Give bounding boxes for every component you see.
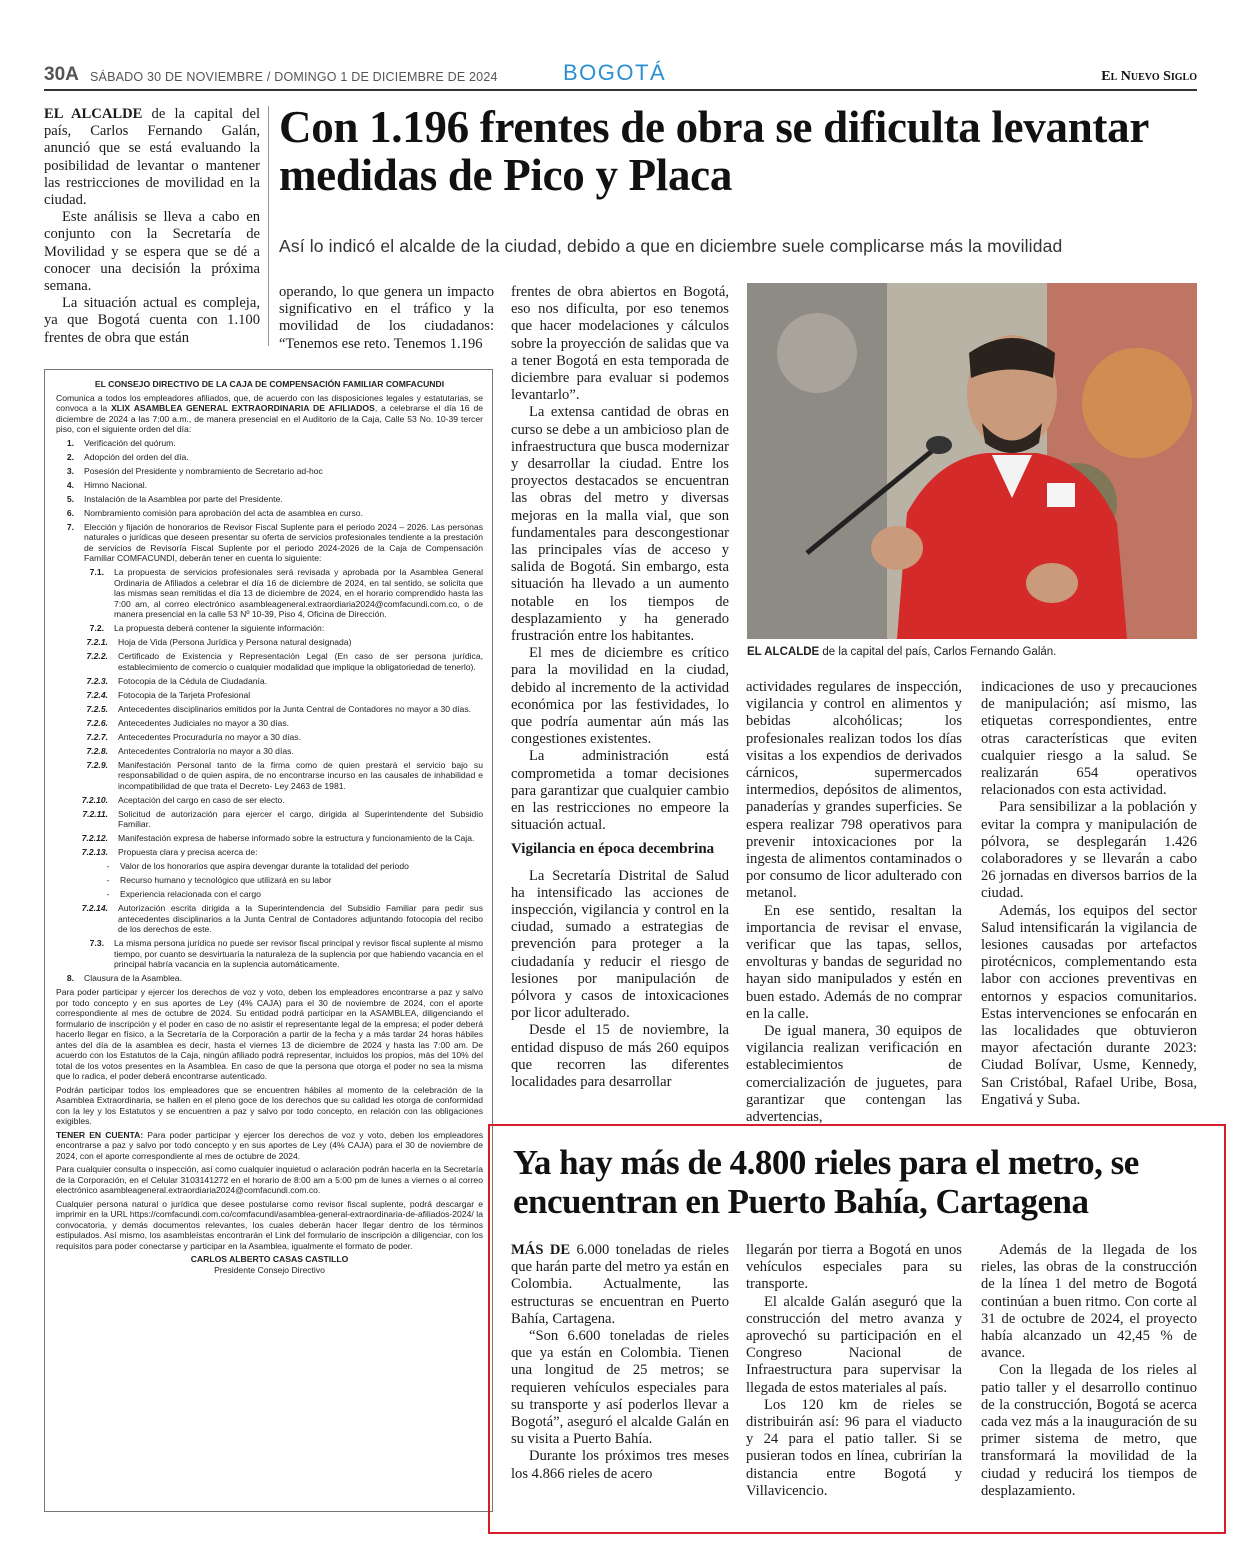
col3-paragraph-1: frentes de obra abiertos en Bogotá, eso nos dificulta, por eso tenemos que hacer modelaciones y cálculos sobre la proyección de salidas que va a tener Bogotá en esta temporada de diciembre para evaluar si podemos levantarlo”. [511,284,729,404]
col3-paragraph-2: La extensa cantidad de obras en curso se debe a un ambicioso plan de infraestructura que busca modernizar y desarrollar la ciudad. Entre los proyectos destacados se encuentran las obras del metro y diversas mejoras en la malla vial, que son fundamentales para descongestionar las principales vías de acceso y salida de Bogotá. Sin embargo, esta situación ha llevado a un aumento notable en los tiempos de desplazamiento y ha generado frustración entre los habitantes. [511,404,729,645]
agenda-subitem: 7.2. La propuesta deberá contener la siguiente información: [89,623,325,633]
article-subtitle: Así lo indicó el alcalde de la ciudad, debido a que en diciembre suele complicarse más la movilidad [279,236,1063,256]
agenda-item: 5. Instalación de la Asamblea por parte del Presidente. [66,493,283,504]
notice-signature: CARLOS ALBERTO CASAS CASTILLO Presidente Consejo Directivo [190,1254,349,1275]
header-rule [44,89,1197,91]
agenda-item: 3. Posesión del Presidente y nombramiento de Secretario ad-hoc [66,465,323,476]
intro-paragraph-3: La situación actual es compleja, ya que Bogotá cuenta con 1.100 frentes de obra que están [44,295,260,346]
notice-paragraph-4: Para cualquier consulta o inspección, así como cualquier inquietud o aclaración podrán hacerla en la Secretaría de la Corporación, en el Celular 3103141272 en el horario de 8:00 am a 5:00 pm de lunes a viernes o al correo electrónico asambleageneral.extraordiaria2024@comfacundi.com.co. [56,1164,483,1195]
col5-paragraph-3: Además, los equipos del sector Salud intensificarán la vigilancia de lesiones causadas por artefactos pirotécnicos, complementando esta labor con acciones preventivas en entornos y espacios comunitarios. Estas intervenciones se enfocarán en las localidades que obtuvieron mayor afectación durante 2023: Ciudad Bolívar, Usme, Kennedy, San Cristóbal, Rafael Uribe, Bosa, Engativá y Suba. [981,902,1197,1108]
agenda-subitem: 7.2.4. Fotocopia de la Tarjeta Profesional [86,689,251,700]
article-headline: Con 1.196 frentes de obra se dificulta levantar medidas de Pico y Placa [279,102,1149,200]
photo-caption: EL ALCALDE de la capital del país, Carlos Fernando Galán. [747,646,1057,658]
metro-paragraph-5: El alcalde Galán aseguró que la construcción del metro avanza y aprovechó su participación en el Congreso Nacional de Infraestructura para supervisar la llegada de estos materiales al país. [746,1293,962,1396]
agenda-subitem: 7.2.7. Antecedentes Procuraduría no mayor a 30 días. [86,731,301,742]
agenda-subitem: 7.2.8. Antecedentes Contraloría no mayor a 30 días. [86,745,294,756]
col3-paragraph-6: Desde el 15 de noviembre, la entidad dispuso de más 260 equipos que recorren las diferentes localidades para desarrollar [511,1022,729,1090]
col4-paragraph-2: En ese sentido, resaltan la importancia de revisar el envase, verificar que las tapas, sellos, envolturas y bandas de seguridad no hayan sido manipulados y estén en buen estado. Además de no comprar en la calle. [746,902,962,1022]
col5-paragraph-1: indicaciones de uso y precauciones de manipulación; así mismo, las etiquetas correspondientes, entre otras características que eviten cualquier riesgo a la salud. Se realizarán 654 operativos relacionados con esta actividad. [981,679,1197,799]
mayor-photo-illustration [747,283,1197,639]
agenda-subitem: 7.2.9. Manifestación Personal tanto de la firma como de quien prestará el servicio bajo su responsabilidad o de quien aspira, de no encontrarse incurso en las causales de inhabilidad e incompatibilidad de que trata el Decreto- Ley 2463 de 1981. [86,759,483,791]
lead-in: EL ALCALDE [44,106,143,122]
col3-paragraph-3: El mes de diciembre es crítico para la movilidad en la ciudad, debido al incremento de la actividad económica por las festividades, lo que podría aumentar aún más las congestiones existentes. [511,645,729,748]
column-divider [268,106,269,346]
metro-column-2 [746,1242,962,1500]
legal-notice-box [44,369,493,1512]
notice-intro: Comunica a todos los empleadores afiliados, que, de acuerdo con las disposiciones legales y estatutarias, se convoca a la XLIX ASAMBLEA GENERAL EXTRAORDINARIA DE AFILIADOS, a celebrarse el día 16 de diciembre de 2024 a las 7:00 a.m., de manera presencial en el Auditorio de la Caja, Calle 53 No. 10-39 tercer piso, con el siguiente orden del día: [56,392,484,434]
col5-paragraph-2: Para sensibilizar a la población y evitar la compra y manipulación de pólvora, se desplegarán 1.426 colaboradores y se llevarán a cabo 26 jornadas en diversos barrios de la ciudad. [981,799,1197,902]
agenda-subitem: 7.2.12. Manifestación expresa de haberse informado sobre la estructura y funcionamiento de la Caja. [81,833,475,843]
col4-paragraph-3: De igual manera, 30 equipos de vigilancia realizan verificación en establecimientos de comercialización de juguetes, para garantizar que contengan las advertencias, [746,1023,962,1126]
notice-paragraph-2: Podrán participar todos los empleadores que se encuentren hábiles al momento de la celebración de la Asamblea Extraordinaria, se hallen en el pleno goce de los derechos que su calidad les otorga de conformidad con la ley y los Estatutos y se encuentren a paz y salvo por todo concepto, en relación con las obligaciones exigibles. [56,1084,483,1126]
agenda-item: 6. Nombramiento comisión para aprobación del acta de asamblea en curso. [66,507,363,518]
article-column-5 [981,679,1197,1109]
agenda-item: 7. Elección y fijación de honorarios de Revisor Fiscal Suplente para el periodo 2024 – 2026. Las personas naturales o jurídicas que deseen presentar su oferta de servicios profesionales tendiente a la prestación de servicios de Revisoría Fiscal Suplente por el periodo 2024-2026 de la Caja de Compensación Familiar COMFACUNDI, deberán tener en cuenta lo siguiente: [66,521,483,563]
proposal-dash-list [56,861,483,900]
notice-title: EL CONSEJO DIRECTIVO DE LA CAJA DE COMPENSACIÓN FAMILIAR COMFACUNDI [94,379,445,389]
col3-paragraph-4: La administración está comprometida a tomar decisiones para garantizar que cualquier cambio en las restricciones no empeore la situación actual. [511,748,729,834]
agenda-subitem: 7.1. La propuesta de servicios profesionales será revisada y aprobada por la Asamblea General Ordinaria de Afiliados a celebrar el día 16 de diciembre de 2024, en tal sentido, se solicita que las mismas sean remitidas el día 13 de diciembre de 2024, en el horario comprendido hasta las 7:00 am, al correo electrónico asambleageneral.extraordiaria2024@comfacundi.com.co, o de manera presencial en la calle 53 Nº 10-39, Piso 4, Oficina de Dirección. [89,567,483,619]
agenda-sublist-2 [56,903,483,970]
intro-text-1: de la capital del país, Carlos Fernando Galán, anunció que se está evaluando la posibilidad de levantar o mantener las restricciones de movilidad en la ciudad. [44,106,260,209]
notice-paragraph-5: Cualquier persona natural o jurídica que desee postularse como revisor fiscal suplente, podrá descargar e imprimir en la URL https://comfacundi.com.co/comfacundi/asamblea-general-extraordinaria-de-afiliados-2024/ la convocatoria, y demás documentos relevantes, los cuales deberán hacer llegar dentro de los términos estipulados. Así mismo, los asambleístas encontrarán el Link del formulario de inscripción a diligenciar, con los requisitos para poder conectarse y participar en la Asamblea, igualmente el formato de poder. [56,1198,483,1251]
metro-paragraph-8: Con la llegada de los rieles al patio taller y el desarrollo continuo de la construcción, Bogotá se acerca cada vez más a la inauguración de su primer sistema de metro, que transformará la movilidad de la ciudad y reducirá los tiempos de desplazamiento. [981,1362,1197,1499]
metro-paragraph-3: Durante los próximos tres meses los 4.866 rieles de acero [511,1448,729,1482]
proposal-dash-item: - Experiencia relacionada con el cargo [106,889,261,899]
intro-column [44,106,260,347]
article-column-4 [746,679,962,1126]
agenda-subitem: 7.2.3. Fotocopia de la Cédula de Ciudadanía. [86,675,268,686]
metro-paragraph-7: Además de la llegada de los rieles, las obras de la construcción de la línea 1 del metro de Bogotá continúan a buen ritmo. Con corte al 31 de octubre de 2024, el proyecto había alcanzado un 42,45 % de avance. [981,1242,1197,1362]
section-subheading: Vigilancia en época decembrina [511,840,715,857]
metro-paragraph-4: llegarán por tierra a Bogotá en unos vehículos especiales para su transporte. [746,1242,962,1293]
page-number: 30A [44,64,79,85]
agenda-item: 2. Adopción del orden del día. [66,451,189,462]
agenda-subitem: 7.2.5. Antecedentes disciplinarios emitidos por la Junta Central de Contadores no mayor a 30 días. [86,703,472,714]
metro-paragraph-6: Los 120 km de rieles se distribuirán así: 96 para el viaducto y 24 para el patio taller. Si se pusieran todos en línea, cubrirían la distancia entre Bogotá y Villavicencio. [746,1396,962,1499]
proposal-dash-item: - Valor de los honorarios que aspira devengar durante la totalidad del periodo [106,861,409,871]
agenda-subitem: 7.2.11. Solicitud de autorización para ejercer el cargo, dirigida al Superintendente del Subsidio Familiar. [82,808,483,829]
article-column-2 [279,284,494,353]
metro-paragraph-2: “Son 6.600 toneladas de rieles que ya están en Colombia. Tienen una longitud de 25 metros; se requieren vehículos especiales para su transporte y así poderlos llevar a Bogotá”, aseguró el alcalde Galán en su visita a Puerto Bahía. [511,1328,729,1448]
metro-column-3 [981,1242,1197,1500]
col2-paragraph-1: operando, lo que genera un impacto significativo en el tráfico y la movilidad de los ciudadanos: “Tenemos ese reto. Tenemos 1.196 [279,284,494,352]
agenda-item: 1. Verificación del quórum. [66,437,176,448]
issue-date: SÁBADO 30 DE NOVIEMBRE / DOMINGO 1 DE DICIEMBRE DE 2024 [90,70,498,84]
metro-paragraph-1: MÁS DE 6.000 toneladas de rieles que harán parte del metro ya están en Colombia. Actualmente, las estructuras se encuentran en Puerto Bahía, Cartagena. [511,1242,730,1327]
agenda-subitem: 7.3. La misma persona jurídica no puede ser revisor fiscal principal y revisor fiscal suplente al mismo tiempo, por cuanto se desvirtuaría la naturaleza de la suplencia por que habiendo vacancia en el principal habría vacancia en la suplencia automáticamente. [89,938,483,969]
col4-paragraph-1: actividades regulares de inspección, vigilancia y control en alimentos y bebidas alcohólicas; los profesionales realizan todos los días visitas a los expendios de derivados cárnicos, supermercados intermedios, depósitos de alimentos, panaderías y grandes superficies. Se espera realizar 798 operativos para prevenir intoxicaciones por la ingesta de alimentos contaminados o por consumo de licor adulterado con metanol. [746,679,962,902]
section-name: BOGOTÁ [563,60,667,85]
notice-paragraph-1: Para poder participar y ejercer los derechos de voz y voto, deben los empleadores encontrarse a paz y salvo por todo concepto y en sus aportes de Ley (4% CAJA) para el 30 de noviembre de 2024, con el aporte correspondiente al mes de octubre de 2024. Su entidad podrá participar en la ASAMBLEA, diligenciando el formulario de inscripción y el poder en caso de no asistir el representante legal de la empresa; el poder deberá hacerlo llegar en físico, a la Secretaría de la Corporación a partir de la fecha y a más tardar 24 horas hábiles antes del día de la asamblea es decir, hasta el viernes 13 de diciembre de 2024 y hasta las 7:00 am. De acuerdo con los Estatutos de la Caja, ningún afiliado podrá representar, incluidos los propios, más del 10% del total de los votos presentes en la Asamblea. En caso de que la persona que otorga el poder no sea la misma que lo radica, el poder deberá encontrarse autenticado. [56,987,483,1081]
newspaper-logo: El Nuevo Siglo [1101,69,1197,84]
metro-headline: Ya hay más de 4.800 rieles para el metro, se encuentran en Puerto Bahía, Cartagena [513,1143,1139,1221]
proposal-dash-item: - Recurso humano y tecnológico que utilizará en su labor [106,875,332,885]
agenda-sublist [56,567,483,858]
agenda-list [56,438,483,564]
agenda-subitem: 7.2.13. Propuesta clara y precisa acerca de: [81,847,258,857]
agenda-subitem: 7.2.10. Aceptación del cargo en caso de ser electo. [81,794,285,805]
mayor-photo [747,283,1197,639]
agenda-item-8: 8. Clausura de la Asamblea. [66,973,182,983]
article-column-3 [511,284,729,1091]
col3-paragraph-5: La Secretaría Distrital de Salud ha intensificado las acciones de inspección, vigilancia y control en la ciudad, sumado a estrategias de prevención para proteger a la ciudadanía y reducir el riesgo de lesiones por manipulación de pólvora y casos de intoxicaciones por licor adulterado. [511,867,729,1022]
notice-paragraph-3: TENER EN CUENTA: Para poder participar y ejercer los derechos de voz y voto, deben los empleadores encontrarse a paz y salvo por todo concepto y en sus aportes de Ley (4% CAJA) para el 30 de noviembre de 2024, con el aporte correspondiente al mes de octubre de 2024. [56,1129,483,1161]
agenda-item: 4. Himno Nacional. [66,479,148,490]
metro-column-1 [511,1242,729,1483]
agenda-subitem: 7.2.14. Autorización escrita dirigida a la Superintendencia del Subsidio Familiar para pedir sus antecedentes disciplinarios a la Junta Central de Contadores adjuntando fotocopia del recibo de los derechos de este. [81,903,483,934]
intro-paragraph-1 [44,106,260,209]
agenda-subitem: 7.2.1. Hoja de Vida (Persona Jurídica y Persona natural designada) [86,637,352,647]
agenda-subitem: 7.2.6. Antecedentes Judiciales no mayor a 30 días. [86,717,290,728]
agenda-subitem: 7.2.2. Certificado de Existencia y Representación Legal (En caso de ser persona jurídica, establecimiento de comercio o cualquier modalidad que implique la obligatoriedad de tenerlo). [86,651,483,672]
intro-paragraph-2: Este análisis se lleva a cabo en conjunto con la Secretaría de Movilidad y se espera que se dé a conocer una decisión la próxima semana. [44,209,260,295]
